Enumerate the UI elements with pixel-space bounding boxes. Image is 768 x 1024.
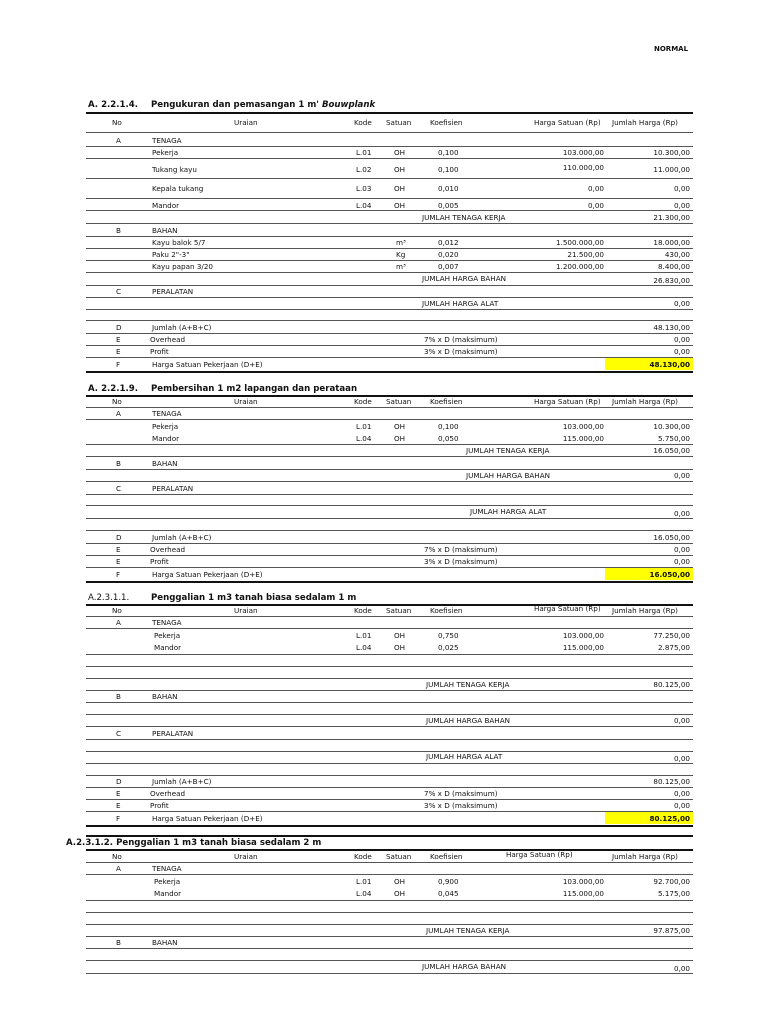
rule [86, 825, 693, 827]
col-satuan: Satuan [386, 118, 412, 127]
row-koef: 0,100 [438, 165, 459, 174]
row-jumlah: 430,00 [664, 250, 690, 259]
row-harga: 103.000,00 [562, 422, 604, 431]
row-satuan: OH [394, 422, 406, 431]
rule [86, 960, 693, 961]
row-jumlah: 0,00 [673, 201, 690, 210]
col-no: No [112, 606, 122, 615]
section-code: A. 2.2.1.9. [88, 384, 139, 394]
rule [86, 481, 693, 482]
subtotal-value: 80.125,00 [653, 680, 690, 689]
row-uraian: Harga Satuan Pekerjaan (D+E) [152, 360, 263, 369]
rule [86, 345, 693, 346]
row-harga: 103.000,00 [562, 148, 604, 157]
row-kode: L.04 [356, 201, 372, 210]
row-koef: 7% x D (maksimum) [424, 335, 498, 344]
row-jumlah: 0,00 [673, 545, 690, 554]
rule [86, 272, 693, 273]
rule [86, 198, 693, 199]
row-koef: 0,010 [438, 184, 459, 193]
row-satuan: OH [394, 148, 406, 157]
rule [86, 469, 693, 470]
row-no: E [116, 557, 121, 566]
subtotal-label: JUMLAH HARGA ALAT [470, 507, 547, 516]
col-kode: Kode [354, 118, 372, 127]
row-uraian: Kepala tukang [152, 184, 204, 193]
rule [86, 158, 693, 159]
row-satuan: m³ [396, 238, 406, 247]
row-satuan: OH [394, 184, 406, 193]
rule [86, 285, 693, 286]
row-no: D [116, 323, 122, 332]
row-jumlah: 2.875,00 [657, 643, 690, 652]
rule [86, 726, 693, 727]
rule [86, 874, 693, 875]
subtotal-value: 16.050,00 [653, 446, 690, 455]
subtotal-label: JUMLAH TENAGA KERJA [426, 680, 510, 689]
row-koef: 3% x D (maksimum) [424, 557, 498, 566]
row-satuan: OH [394, 201, 406, 210]
row-uraian: Overhead [150, 789, 186, 798]
section-heading: A.2.3.1.2. Penggalian 1 m3 tanah biasa sedalam 2 m [66, 838, 322, 848]
rule [86, 248, 693, 249]
col-satuan: Satuan [386, 852, 412, 861]
row-uraian: Harga Satuan Pekerjaan (D+E) [152, 570, 263, 579]
row-jumlah: 5.750,00 [657, 434, 690, 443]
row-koef: 7% x D (maksimum) [424, 545, 498, 554]
section-title: Penggalian 1 m3 tanah biasa sedalam 1 m [151, 593, 357, 603]
section-code: A.2.3.1.1. [88, 593, 130, 603]
row-no: C [116, 287, 122, 296]
row-koef: 0,100 [438, 148, 459, 157]
row-no: A [116, 618, 121, 627]
rule [86, 787, 693, 788]
row-no: C [116, 729, 122, 738]
row-uraian: BAHAN [152, 459, 178, 468]
row-harga: 0,00 [587, 201, 604, 210]
rule [86, 260, 693, 261]
row-no: E [116, 789, 121, 798]
row-no: E [116, 801, 121, 810]
row-uraian: Profit [150, 557, 169, 566]
row-no: E [116, 335, 121, 344]
row-uraian: PERALATAN [152, 729, 194, 738]
subtotal-value: 0,00 [673, 754, 690, 763]
rule [86, 654, 693, 655]
rule [86, 494, 693, 495]
row-no: B [116, 459, 121, 468]
row-kode: L.04 [356, 434, 372, 443]
row-kode: L.04 [356, 643, 372, 652]
subtotal-label: JUMLAH HARGA BAHAN [426, 716, 510, 725]
row-koef: 0,100 [438, 422, 459, 431]
row-satuan: OH [394, 877, 406, 886]
row-uraian: Overhead [150, 545, 186, 554]
row-satuan: OH [394, 631, 406, 640]
row-uraian: Mandor [154, 889, 182, 898]
row-koef: 0,012 [438, 238, 459, 247]
row-no: B [116, 692, 121, 701]
row-uraian: Harga Satuan Pekerjaan (D+E) [152, 814, 263, 823]
row-koef: 0,005 [438, 201, 459, 210]
rule [86, 112, 693, 114]
row-harga: 1.200.000,00 [555, 262, 604, 271]
row-no: A [116, 864, 121, 873]
rule [86, 223, 693, 224]
row-kode: L.04 [356, 889, 372, 898]
row-no: B [116, 938, 121, 947]
row-harga: 103.000,00 [562, 877, 604, 886]
row-jumlah: 0,00 [673, 347, 690, 356]
row-koef: 3% x D (maksimum) [424, 801, 498, 810]
row-no: B [116, 226, 121, 235]
col-uraian: Uraian [234, 852, 258, 861]
row-no: F [116, 360, 121, 369]
subtotal-value: 0,00 [673, 509, 690, 518]
row-kode: L.01 [356, 148, 372, 157]
rule [86, 849, 693, 851]
row-jumlah: 0,00 [673, 557, 690, 566]
row-no: E [116, 347, 121, 356]
row-uraian: PERALATAN [152, 484, 194, 493]
col-kode: Kode [354, 397, 372, 406]
rule [86, 616, 693, 617]
row-jumlah: 0,00 [673, 335, 690, 344]
rule [86, 714, 693, 715]
rule [86, 333, 693, 334]
rule [86, 505, 693, 506]
row-uraian: PERALATAN [152, 287, 194, 296]
row-uraian: Profit [150, 801, 169, 810]
row-koef: 0,050 [438, 434, 459, 443]
col-satuan: Satuan [386, 397, 412, 406]
rule [86, 912, 693, 913]
col-no: No [112, 852, 122, 861]
row-jumlah: 77.250,00 [653, 631, 690, 640]
row-uraian: Jumlah (A+B+C) [152, 777, 212, 786]
row-uraian: TENAGA [152, 409, 182, 418]
col-kode: Kode [354, 606, 372, 615]
row-kode: L.01 [356, 877, 372, 886]
rule [86, 862, 693, 863]
row-harga: 115.000,00 [562, 434, 604, 443]
row-uraian: TENAGA [152, 864, 182, 873]
row-satuan: OH [394, 434, 406, 443]
rule [86, 690, 693, 691]
rule [86, 581, 693, 583]
col-koef: Koefisien [430, 118, 463, 127]
col-uraian: Uraian [234, 397, 258, 406]
rule [86, 702, 693, 703]
rule [86, 835, 693, 837]
row-uraian: BAHAN [152, 692, 178, 701]
subtotal-value: 26.830,00 [653, 276, 690, 285]
subtotal-label: JUMLAH HARGA BAHAN [466, 471, 550, 480]
rule [86, 530, 693, 531]
row-kode: L.01 [356, 631, 372, 640]
row-jumlah: 11.000,00 [653, 165, 690, 174]
rule [86, 666, 693, 667]
rule [86, 132, 693, 133]
row-no: E [116, 545, 121, 554]
rule [86, 543, 693, 544]
row-jumlah: 80.125,00 [653, 777, 690, 786]
col-harga: Harga Satuan (Rp) [506, 850, 573, 859]
row-jumlah: 5.175,00 [657, 889, 690, 898]
row-jumlah: 10.300,00 [653, 422, 690, 431]
grand-total: 16.050,00 [649, 570, 690, 579]
row-uraian: Kayu balok 5/7 [152, 238, 206, 247]
col-satuan: Satuan [386, 606, 412, 615]
row-satuan: OH [394, 889, 406, 898]
rule [86, 297, 693, 298]
col-no: No [112, 397, 122, 406]
row-harga: 1.500.000,00 [555, 238, 604, 247]
row-koef: 0,007 [438, 262, 459, 271]
row-no: C [116, 484, 122, 493]
subtotal-label: JUMLAH HARGA ALAT [426, 752, 503, 761]
rule [86, 178, 693, 179]
row-uraian: Paku 2"-3" [152, 250, 190, 259]
col-uraian: Uraian [234, 118, 258, 127]
row-satuan: Kg [396, 250, 406, 259]
rule [86, 309, 693, 310]
subtotal-label: JUMLAH TENAGA KERJA [426, 926, 510, 935]
col-koef: Koefisien [430, 852, 463, 861]
row-koef: 7% x D (maksimum) [424, 789, 498, 798]
rule [86, 236, 693, 237]
rule [86, 739, 693, 740]
rule [86, 419, 693, 420]
page-header-label: NORMAL [654, 45, 689, 53]
subtotal-label: JUMLAH TENAGA KERJA [422, 213, 506, 222]
rule [86, 456, 693, 457]
row-uraian: Mandor [152, 434, 180, 443]
row-harga: 0,00 [587, 184, 604, 193]
row-satuan: OH [394, 165, 406, 174]
subtotal-value: 0,00 [673, 964, 690, 973]
row-uraian: Profit [150, 347, 169, 356]
row-uraian: Pekerja [154, 631, 181, 640]
rule [86, 775, 693, 776]
row-uraian: Pekerja [152, 422, 179, 431]
col-jumlah: Jumlah Harga (Rp) [612, 118, 678, 127]
section-title: Pengukuran dan pemasangan 1 m' Bouwplank [151, 100, 376, 110]
subtotal-label: JUMLAH HARGA ALAT [422, 299, 499, 308]
rule [86, 371, 693, 373]
row-uraian: BAHAN [152, 938, 178, 947]
rule [86, 444, 693, 445]
rule [86, 210, 693, 211]
rule [86, 407, 693, 408]
rule [86, 948, 693, 949]
rule [86, 518, 693, 519]
row-uraian: Jumlah (A+B+C) [152, 533, 212, 542]
row-no: D [116, 533, 122, 542]
row-koef: 0,900 [438, 877, 459, 886]
row-jumlah: 92.700,00 [653, 877, 690, 886]
row-uraian: Pekerja [152, 148, 179, 157]
row-jumlah: 18.000,00 [653, 238, 690, 247]
rule [86, 973, 693, 974]
col-koef: Koefisien [430, 397, 463, 406]
grand-total: 48.130,00 [649, 360, 690, 369]
row-uraian: Kayu papan 3/20 [152, 262, 213, 271]
row-koef: 0,750 [438, 631, 459, 640]
subtotal-label: JUMLAH HARGA BAHAN [422, 962, 506, 971]
row-harga: 21.500,00 [567, 250, 604, 259]
row-koef: 0,025 [438, 643, 459, 652]
subtotal-value: 0,00 [673, 471, 690, 480]
row-satuan: OH [394, 643, 406, 652]
row-uraian: BAHAN [152, 226, 178, 235]
row-harga: 115.000,00 [562, 643, 604, 652]
row-harga: 110.000,00 [562, 163, 604, 172]
rule [86, 763, 693, 764]
row-uraian: TENAGA [152, 618, 182, 627]
row-uraian: Mandor [154, 643, 182, 652]
rule [86, 811, 693, 812]
row-uraian: TENAGA [152, 136, 182, 145]
rule [86, 357, 693, 358]
rule [86, 567, 693, 568]
row-uraian: Tukang kayu [152, 165, 197, 174]
row-jumlah: 16.050,00 [653, 533, 690, 542]
row-jumlah: 48.130,00 [653, 323, 690, 332]
row-jumlah: 8.400,00 [657, 262, 690, 271]
rule [86, 320, 693, 321]
row-no: F [116, 570, 121, 579]
row-uraian: Mandor [152, 201, 180, 210]
section-code: A. 2.2.1.4. [88, 100, 139, 110]
grand-total: 80.125,00 [649, 814, 690, 823]
row-jumlah: 0,00 [673, 184, 690, 193]
subtotal-label: JUMLAH HARGA BAHAN [422, 274, 506, 283]
row-jumlah: 10.300,00 [653, 148, 690, 157]
row-kode: L.02 [356, 165, 372, 174]
row-no: F [116, 814, 121, 823]
rule [86, 900, 693, 901]
row-no: A [116, 409, 121, 418]
row-kode: L.01 [356, 422, 372, 431]
row-no: D [116, 777, 122, 786]
subtotal-value: 0,00 [673, 299, 690, 308]
col-jumlah: Jumlah Harga (Rp) [612, 606, 678, 615]
row-satuan: m³ [396, 262, 406, 271]
row-uraian: Pekerja [154, 877, 181, 886]
col-no: No [112, 118, 122, 127]
row-uraian: Jumlah (A+B+C) [152, 323, 212, 332]
col-jumlah: Jumlah Harga (Rp) [612, 852, 678, 861]
rule [86, 146, 693, 147]
row-uraian: Overhead [150, 335, 186, 344]
row-koef: 0,020 [438, 250, 459, 259]
col-harga: Harga Satuan (Rp) [534, 397, 601, 406]
col-kode: Kode [354, 852, 372, 861]
rule [86, 924, 693, 925]
subtotal-label: JUMLAH TENAGA KERJA [466, 446, 550, 455]
rule [86, 555, 693, 556]
row-koef: 3% x D (maksimum) [424, 347, 498, 356]
row-koef: 0,045 [438, 889, 459, 898]
col-harga: Harga Satuan (Rp) [534, 118, 601, 127]
col-harga: Harga Satuan (Rp) [534, 604, 601, 613]
row-no: A [116, 136, 121, 145]
rule [86, 799, 693, 800]
col-koef: Koefisien [430, 606, 463, 615]
col-jumlah: Jumlah Harga (Rp) [612, 397, 678, 406]
subtotal-value: 21.300,00 [653, 213, 690, 222]
row-kode: L.03 [356, 184, 372, 193]
row-harga: 103.000,00 [562, 631, 604, 640]
rule [86, 678, 693, 679]
row-jumlah: 0,00 [673, 801, 690, 810]
section-title: Pembersihan 1 m2 lapangan dan perataan [151, 384, 358, 394]
rule [86, 936, 693, 937]
col-uraian: Uraian [234, 606, 258, 615]
row-harga: 115.000,00 [562, 889, 604, 898]
row-jumlah: 0,00 [673, 789, 690, 798]
subtotal-value: 0,00 [673, 716, 690, 725]
subtotal-value: 97.875,00 [653, 926, 690, 935]
rule [86, 751, 693, 752]
rule [86, 628, 693, 629]
